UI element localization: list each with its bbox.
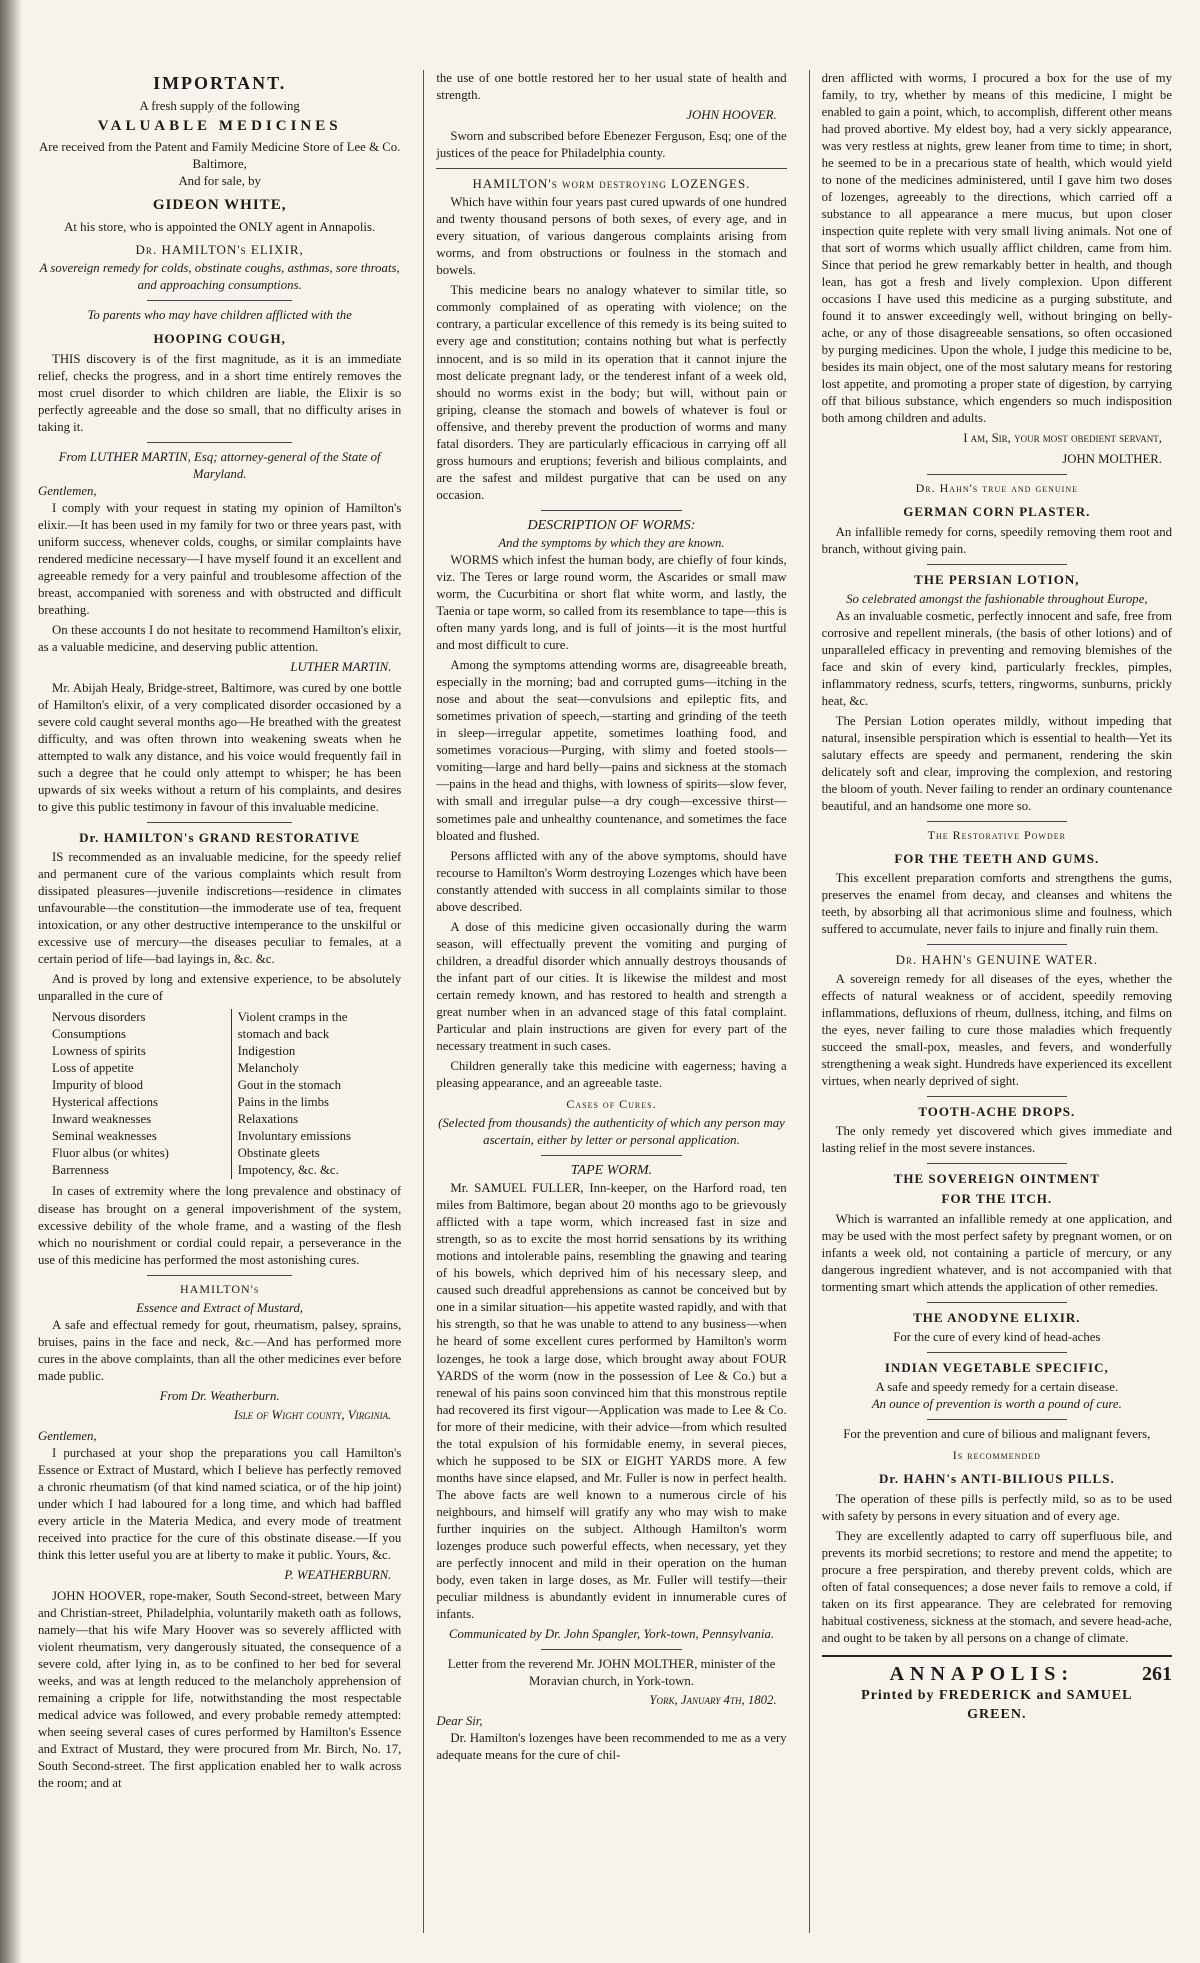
list-item: Relaxations [237, 1112, 299, 1127]
restorative-heading: Dr. HAMILTON's GRAND RESTORATIVE [79, 829, 361, 845]
tape-worm-heading: TAPE WORM. [570, 1162, 653, 1178]
specific-heading: INDIAN VEGETABLE SPECIFIC, [884, 1360, 1109, 1376]
divider [147, 1275, 292, 1276]
page-number: 261 [1142, 1662, 1172, 1685]
imprint [822, 1655, 1172, 1725]
list-item: Consumptions [52, 1027, 126, 1042]
lozenges-heading: HAMILTON's worm destroying LOZENGES. [472, 176, 751, 192]
ointment-heading-2: FOR THE ITCH. [941, 1191, 1053, 1207]
cases-subheading: (Selected from thousands) the authenticity of which any person may ascertain, either by letter or personal application. [438, 1115, 785, 1147]
salutation: Gentlemen, [38, 483, 97, 498]
divider [147, 822, 292, 823]
divider [927, 1096, 1067, 1097]
sworn-statement: Sworn and subscribed before Ebenezer Ferguson, Esq; one of the justices of the peace for Philadelphia county. [436, 129, 787, 161]
list-item: Impurity of blood [52, 1078, 143, 1093]
divider [147, 442, 292, 443]
intro-line-1: A fresh supply of the following [139, 98, 300, 113]
ailments-list [52, 1009, 401, 1179]
list-item: Hysterical affections [52, 1095, 159, 1110]
divider [436, 168, 786, 169]
list-item: Barrenness [52, 1163, 109, 1178]
list-item: Violent cramps in the [237, 1010, 348, 1025]
weatherburn-place: Isle of Wight county, Virginia. [233, 1407, 392, 1422]
divider [927, 474, 1067, 475]
ointment-text: Which is warranted an infallible remedy at one application, and may be used with the most perfect safety by pregnant women, or on infants a week old, not containing a particle of mercury, or any dangerous ingredient whatever, and is not accompanied with that tormenting smart which attends the application of other remedies. [821, 1211, 1172, 1294]
molther-signature: JOHN MOLTHER. [1062, 452, 1162, 467]
worms-subheading: And the symptoms by which they are known. [498, 536, 725, 551]
molther-closing: I am, Sir, your most obedient servant, [963, 431, 1162, 446]
mustard-subheading: Essence and Extract of Mustard, [136, 1300, 304, 1315]
worms-text-3: Persons afflicted with any of the above symptoms, should have recourse to Hamilton's Worm destroying Lozenges which have been constantly attended with success in all complaints similar to those above described. [436, 848, 787, 914]
pills-text-2: They are excellently adapted to carry off superfluous bile, and prevents its morbid secretions; to restore and mend the appetite; to procure a free perspiration, and thereby prevent colds, which are often of fatal consequences; a dose never fails to remove a cold, if taken on its first appearance. They are celebrated for removing habitual costiveness, sickness at the stomach, and severe head-ache, and ought to be taken by all persons on a change of climate. [821, 1528, 1172, 1645]
list-item: Inward weaknesses [52, 1112, 152, 1127]
eye-water-text: A sovereign remedy for all diseases of the eyes, whether the effects of natural weakness or of accident, speedily removing inflammations, defluxions of rheum, dullness, itching, and films on the eyes, never failing to cure those maladies which frequently succeed the small-pox, measles, and fevers, and wonderfully strengthening a weak sight. Hundreds have experienced its excellent virtues, when nearly deprived of sight. [821, 971, 1172, 1088]
tooth-ache-heading: TOOTH-ACHE DROPS. [918, 1103, 1076, 1119]
divider [147, 300, 292, 301]
restorative-text-3: In cases of extremity where the long prevalence and obstinacy of disease has brought on a general impoverishment of the system, excessive debility of the whole frame, and a wasting of the flesh which no nourishment or cordial could repair, a perseverance in the use of this medicine has performed the most astonishing cures. [38, 1184, 402, 1267]
divider [927, 1352, 1067, 1353]
list-item: Lowness of spirits [52, 1044, 146, 1059]
mustard-text: A safe and effectual remedy for gout, rheumatism, palsey, sprains, bruises, pains in the face and neck, &c.—And has performed more cures in the above complaints, than all the other medicines ever before made public. [38, 1317, 402, 1383]
imprint-printers-2: GREEN. [967, 1706, 1027, 1722]
weatherburn-attribution: From Dr. Weatherburn. [159, 1388, 280, 1403]
weatherburn-signature: P. WEATHERBURN. [284, 1567, 392, 1582]
healy-testimonial: Mr. Abijah Healy, Bridge-street, Baltimore, was cured by one bottle of Hamilton's elixir, of a very complicated disorder occasioned by a severe cold caught several months ago—He breathed with the greatest difficulty, and was often thrown into weakening sweats when he attempted to walk any distance, and his voice would frequently fail in such a degree that he could only attempt to whisper; he has been upwards of six weeks without a return of his complaints, and desires to give this public testimony in favour of this invaluable medicine. [38, 680, 402, 814]
molther-intro: Letter from the reverend Mr. JOHN MOLTHER, minister of the Moravian church, in York-town. [447, 1656, 776, 1688]
divider [541, 1649, 681, 1650]
martin-attribution: From LUTHER MARTIN, Esq; attorney-general of the State of Maryland. [58, 449, 381, 481]
list-item: Indigestion [237, 1044, 296, 1059]
cases-heading: Cases of Cures. [566, 1096, 657, 1111]
page-binding-shadow [0, 0, 22, 1963]
hoover-testimonial: JOHN HOOVER, rope-maker, South Second-street, between Mary and Christian-street, Philadelphia, voluntarily maketh oath as follows, namely—that his wife Mary Hoover was so severely afflicted with violent rheumatism, very dangerously situated, the consequence of a severe cold, after lying in, as to be confined to her bed for several weeks, and was at length reduced to the melancholy apprehension of remaining a cripple for life, notwithstanding the most respectable medical advice was followed, and every probable remedy attempted: when seeing several cases of cures performed by Hamilton's Essence and Extract of Mustard, they were procured from Mr. Birch, No. 17, South Second-street. The first application enabled her to walk across the room; and at [38, 1588, 402, 1790]
hooping-cough-text: THIS discovery is of the first magnitude, as it is an immediate relief, checks the progress, and in a short time entirely removes the most cruel disorder to which children are liable, the Elixir is so perfectly agreeable and the dose so small, that no difficulty arises in taking it. [38, 351, 402, 434]
parents-line: To parents who may have children afflicted with the [87, 308, 352, 323]
persian-lotion-heading: THE PERSIAN LOTION, [914, 571, 1080, 587]
restorative-text: IS recommended as an invaluable medicine, for the speedy relief and permanent cure of the various complaints which result from dissipated pleasures—juvenile indiscretions—residence in climates unfavourable—the constitution—the immoderate use of tea, frequent intoxication, or any other destructive intemperance to the unskilful or excessive use of mercury—the diseases peculiar to females, at a certain period of life—bad layings in, &c. &c. [38, 850, 402, 967]
divider [927, 1163, 1067, 1164]
persian-lotion-text-2: The Persian Lotion operates mildly, without impeding that natural, insensible perspiration which is essential to health—Yet its salutary effects are speedy and permanent, rendering the skin delicately soft and clear, improving the complexion, and restoring the bloom of youth. Never failing to render an ordinary countenance beautiful, and an handsome one more so. [821, 714, 1172, 814]
bilious-intro: For the prevention and cure of bilious and malignant fevers, [843, 1427, 1151, 1442]
seller-name: GIDEON WHITE, [152, 196, 287, 213]
persian-lotion-text: As an invaluable cosmetic, perfectly innocent and safe, free from corrosive and repellent minerals, (the basis of other lotions) and of unparalleled efficacy in preventing and removing blemishes of the face and skin of every kind, particularly freckles, pimples, inflammatory redness, scurfs, tetters, ringworms, sunburns, prickly heat, &c. [821, 608, 1172, 708]
pills-text: The operation of these pills is perfectly mild, so as to be used with safety by persons in every situation and of every age. [821, 1491, 1172, 1523]
recommended-line: Is recommended [952, 1448, 1041, 1463]
ailments-right [231, 1009, 402, 1179]
list-item: Impotency, &c. &c. [237, 1163, 339, 1178]
imprint-printers: Printed by FREDERICK and SAMUEL [861, 1688, 1133, 1704]
persian-lotion-subheading: So celebrated amongst the fashionable throughout Europe, [846, 591, 1148, 606]
list-item: Gout in the stomach [237, 1078, 342, 1093]
hoover-signature: JOHN HOOVER. [686, 108, 777, 123]
corn-plaster-heading: GERMAN CORN PLASTER. [903, 504, 1091, 520]
hooping-cough-heading: HOOPING COUGH, [153, 331, 286, 347]
list-item: Seminal weaknesses [52, 1129, 157, 1144]
tooth-powder-heading: The Restorative Powder [927, 828, 1066, 843]
divider [927, 564, 1067, 565]
martin-letter-2: On these accounts I do not hesitate to recommend Hamilton's elixir, as a valuable medicine, and deserving public attention. [38, 622, 402, 654]
valuable-medicines-heading: VALUABLE MEDICINES [97, 117, 342, 134]
tooth-powder-text: This excellent preparation comforts and strengthens the gums, preserves the enamel from decay, and cleanses and whitens the teeth, by absorbing all that acrimonious slime and foulness, which suffered to accumulate, never fails to injure and finally ruin them. [821, 871, 1172, 937]
list-item: Fluor albus (or whites) [52, 1146, 169, 1161]
anodyne-heading: THE ANODYNE ELIXIR. [913, 1309, 1081, 1325]
ailments-left [52, 1009, 223, 1179]
molther-letter-start: Dr. Hamilton's lozenges have been recommended to me as a very adequate means for the cure of chil- [436, 1730, 787, 1762]
intro-line-4: And for sale, by [178, 173, 261, 188]
corn-plaster-pre: Dr. Hahn's true and genuine [915, 481, 1079, 496]
divider [541, 1155, 681, 1156]
martin-letter: I comply with your request in stating my opinion of Hamilton's elixir.—It has been used in my family for two or three years past, with uniform success, whenever colds, coughs, or similar complaints have rendered medicine necessary—I have myself found it an excellent and agreeable remedy for a very painful and troublesome affection of the breast, accompanied with soreness and with obstructed and difficult breathing. [38, 500, 402, 617]
list-item: Nervous disorders [52, 1010, 146, 1025]
list-item: Loss of appetite [52, 1061, 134, 1076]
ointment-heading: THE SOVEREIGN OINTMENT [893, 1171, 1100, 1187]
elixir-description: A sovereign remedy for colds, obstinate coughs, asthmas, sore throats, and approaching consumptions. [39, 261, 400, 293]
corn-plaster-text: An infallible remedy for corns, speedily removing them root and branch, without giving pain. [821, 524, 1172, 556]
lozenges-text-2: This medicine bears no analogy whatever to similar title, so commonly complained of as operating with violence; on the contrary, a particular excellence of this remedy is its being suited to every age and constitution; contains nothing but what is perfectly innocent, and is so mild in its operation that it cannot injure the most delicate pregnant lady, or the tenderest infant of a week old, should no worms exist in the body; but will, without pain or griping, cleanse the stomach and bowels of whatever is foul or offensive, and thereby prevent the production of worms and many fatal disorders. They are particularly efficacious in carrying off all gross humours and eruptions; feverish and bilious complaints, and are the safest and mildest purgative that can be used on any occasion. [436, 283, 787, 502]
anodyne-text: For the cure of every kind of head-aches [893, 1330, 1101, 1345]
worms-heading: DESCRIPTION OF WORMS: [527, 517, 696, 533]
divider [927, 1302, 1067, 1303]
weatherburn-letter: I purchased at your shop the preparations you call Hamilton's Essence or Extract of Mustard, which I believe has perfectly removed a chronic rheumatism (of that kind named sciatica, or of the hip joint) under which I had laboured for a long time, and which had baffled every article in the Materia Medica, and every mode of treatment received into practice for the cure of this obstinate disease.—If you think this letter useful you are at liberty to make it public. Yours, &c. [38, 1445, 402, 1562]
list-item: Obstinate gleets [237, 1146, 320, 1161]
column-2 [423, 70, 786, 1933]
prevention-motto: An ounce of prevention is worth a pound of cure. [871, 1397, 1122, 1412]
tooth-ache-text: The only remedy yet discovered which gives immediate and lasting relief in the most severe instances. [821, 1124, 1172, 1156]
worms-text-2: Among the symptoms attending worms are, disagreeable breath, especially in the morning; bad and corrupted gums—itching in the nose and about the seat—convulsions and epileptic fits, and sometimes privation of speech,—starting and grinding of the teeth in sleep—irregular appetite, sometimes loathing food, and sometimes voracious—Purging, with slimy and foeted stools—vomiting—large and hard belly—pains and sickness at the stomach—pains in the head and thighs, with lowness of spirits—slow fever, with small and irregular pulse—a dry cough—excessive thirst—sometimes pale and unhealthy countenance, and sometimes the face bloated and flushed. [436, 658, 787, 843]
molther-letter-continued: dren afflicted with worms, I procured a box for the use of my family, to try, whether by means of this medicine, I might be enabled to gain a point, which, to accomplish, different other means had proved abortive. My eldest boy, had a very sickly appearance, was very restless at nights, grew leaner from time to time; in short, he seemed to be in a precarious state of health, which would yield to none of the medicines administered, until I gave him two doses of lozenges, agreeably to the directions, which carried off a substance to all appearance a mere mucus, but upon closer inspection quite replete with very small living animals. Not one of that sort of worms which usually afflict children, came from him. Since that period he grew remarkably better in health, and though lean, has got a fresh and lively complexion. Upon different occasions I have used this medicine as a purging substitute, and found it to answer exceedingly well, without bringing on belly-ache, or any of those disagreeable sensations, so often occasioned by purging medicines. Upon the whole, I judge this medicine to be, besides its main object, one of the most salutary means for restoring lost appetite, and promoting a proper state of digestion, by carrying off that bilious substance, which engenders so much indisposition both among children and adults. [821, 71, 1172, 426]
eye-water-heading: Dr. HAHN's GENUINE WATER. [895, 952, 1099, 968]
restorative-text-2: And is proved by long and extensive experience, to be absolutely unparalled in the cure of [38, 972, 402, 1004]
lozenges-text: Which have within four years past cured upwards of one hundred and twenty thousand persons of both sexes, of every age, and in every situation, of various dangerous complaints arising from worms, and from obstructions or foulness in the stomach and bowels. [436, 195, 787, 278]
imprint-place: ANNAPOLIS: [889, 1662, 1075, 1685]
tooth-powder-heading-2: FOR THE TEETH AND GUMS. [894, 851, 1100, 867]
divider [927, 944, 1067, 945]
important-heading: IMPORTANT. [153, 73, 287, 93]
intro-line-3: Are received from the Patent and Family Medicine Store of Lee & Co. Baltimore, [38, 139, 401, 171]
worms-text-5: Children generally take this medicine with eagerness; having a pleasing appearance, and an agreeable taste. [436, 1058, 787, 1090]
hoover-continued: the use of one bottle restored her to her usual state of health and strength. [436, 71, 787, 103]
salutation: Gentlemen, [38, 1428, 97, 1443]
worms-text: WORMS which infest the human body, are chiefly of four kinds, viz. The Teres or large round worm, the Ascarides or small maw worm, the Cucurbitina or short flat white worm, and lastly, the Taenia or tape worm, so called from its resemblance to tape—this is often many yards long, and is full of joints—it is the most hurtful and most difficult to cure. [436, 553, 787, 653]
intro-line-5: At his store, who is appointed the ONLY agent in Annapolis. [64, 219, 376, 234]
specific-text: A safe and speedy remedy for a certain disease. [875, 1380, 1119, 1395]
molther-date: York, January 4th, 1802. [649, 1692, 777, 1707]
pills-heading: Dr. HAHN's ANTI-BILIOUS PILLS. [878, 1471, 1115, 1487]
tape-worm-text: Mr. SAMUEL FULLER, Inn-keeper, on the Harford road, ten miles from Baltimore, began about 20 months ago to be grievously afflicted with a tape worm, which increased fast in size and strength, so as to excite the most horrid sensations by its writhing motions and intolerable pains, resembling the gnawing and tearing of his bowels, which deprived him of his necessary sleep, and caused such dreadful apprehensions as cannot be conceived but by one in a similar situation—his appetite wasted rapidly, and with that his strength, so that he was unable to attend to any business—when he heard of some excellent cures performed by Hamilton's worm lozenges, he took a large dose, which brought away about FOUR YARDS of the worm (now in the possession of Lee & Co.) but a renewal of his pains soon convinced him that this monstrous reptile had recovered its first vigour—Application was made to Lee & Co. for more of their medicine, with their advice—from which resulted the total expulsion of his formidable enemy, in several pieces, which he supposed to be SIX or EIGHT YARDS more. A few months have since elapsed, and Mr. Fuller is now in perfect health. The above facts are well known to a numerous circle of his neighbours, and himself will gratify any who may wish to make further inquiries on the subject. Although Hamilton's worm lozenges produce such powerful effects, when necessary, yet they are perfectly innocent and mild in their operation on the human body, even taken in large doses, as Mr. Fuller will testify—their peculiar mildness is abundantly evident in innumerable cures of infants. [436, 1181, 787, 1621]
divider [927, 1419, 1067, 1420]
list-item: Pains in the limbs [237, 1095, 330, 1110]
column-3 [809, 70, 1172, 1933]
columns [38, 70, 1172, 1933]
mustard-heading: HAMILTON's [180, 1281, 260, 1296]
list-item: stomach and back [237, 1027, 330, 1042]
worms-text-4: A dose of this medicine given occasionally during the warm season, will effectually prevent the vomiting and purging of children, a dreadful disorder which annually destroys thousands of the infant part of our cities. It is likewise the mildest and most certain remedy known, and has restored to health and strength a great number when in an advanced stage of this fatal complaint. Particular and plain instructions are given for every part of the necessary treatment in such cases. [436, 919, 787, 1053]
salutation: Dear Sir, [436, 1713, 483, 1728]
divider [927, 821, 1067, 822]
divider [541, 510, 681, 511]
list-item: Melancholy [237, 1061, 299, 1076]
elixir-heading: Dr. HAMILTON's ELIXIR, [135, 241, 304, 257]
column-1 [38, 70, 401, 1933]
list-item: Involuntary emissions [237, 1129, 352, 1144]
martin-signature: LUTHER MARTIN. [290, 659, 392, 674]
communicated-line: Communicated by Dr. John Spangler, York-town, Pennsylvania. [448, 1626, 775, 1641]
